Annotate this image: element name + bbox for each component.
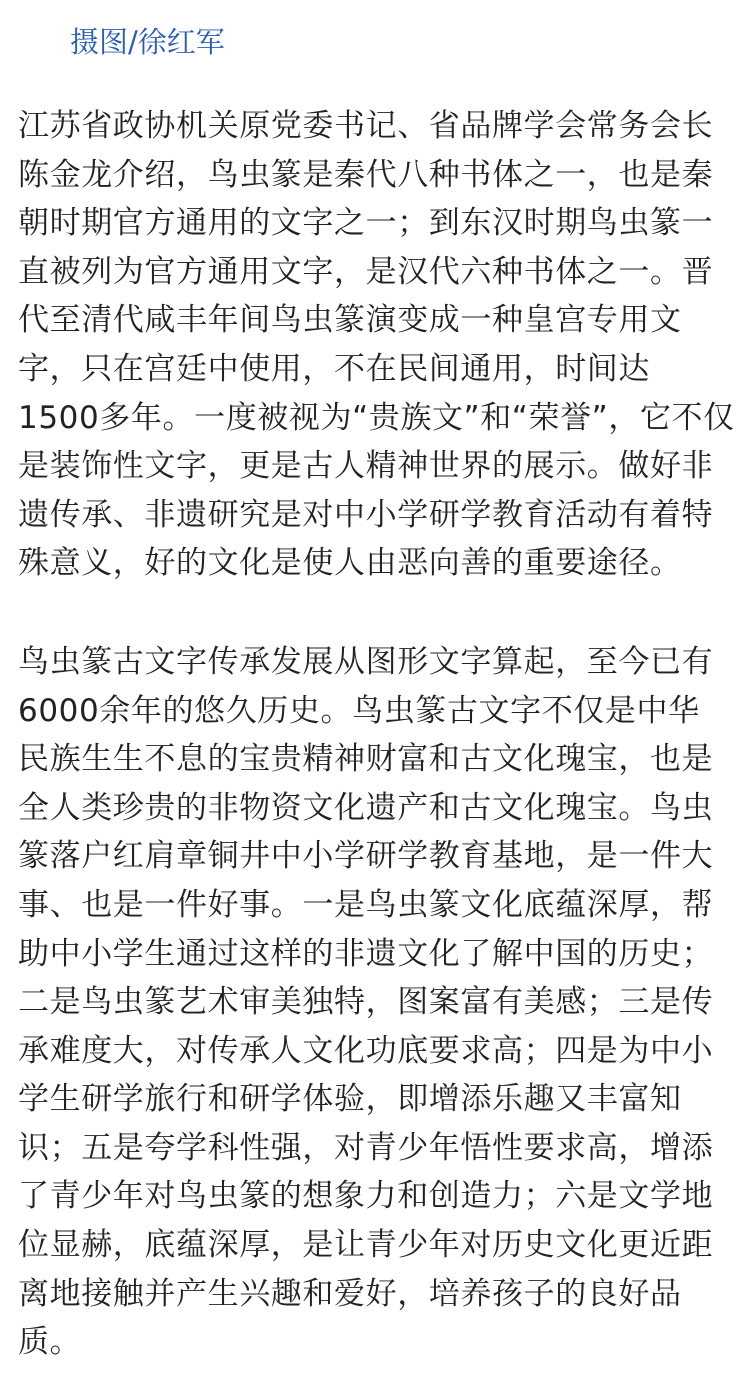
paragraph-line: 篆落户红肩章铜井中小学研学教育基地，是一件大 <box>18 838 714 875</box>
paragraph-line: 1500多年。一度被视为“贵族文”和“荣誉”，它不仅 <box>18 399 735 436</box>
paragraph-line: 殊意义，好的文化是使人由恶向善的重要途径。 <box>18 545 682 582</box>
article-body <box>18 102 738 1367</box>
paragraph-line: 字，只在宫廷中使用，不在民间通用，时间达 <box>18 350 650 387</box>
paragraph-line: 了青少年对鸟虫篆的想象力和创造力；六是文学地 <box>18 1178 714 1215</box>
paragraph-line: 民族生生不息的宝贵精神财富和古文化瑰宝，也是 <box>18 741 714 778</box>
paragraph-line: 质。 <box>18 1324 82 1361</box>
paragraph-line: 陈金龙介绍，鸟虫篆是秦代八种书体之一，也是秦 <box>18 156 714 193</box>
paragraph-line: 二是鸟虫篆艺术审美独特，图案富有美感；三是传 <box>18 984 714 1021</box>
paragraph-line: 是装饰性文字，更是古人精神世界的展示。做好非 <box>18 448 714 485</box>
paragraph-line: 位显赫，底蕴深厚，是让青少年对历史文化更近距 <box>18 1227 714 1264</box>
paragraph-line: 朝时期官方通用的文字之一；到东汉时期鸟虫篆一 <box>18 205 714 242</box>
paragraph-line: 6000余年的悠久历史。鸟虫篆古文字不仅是中华 <box>18 692 700 729</box>
paragraph-line: 遗传承、非遗研究是对中小学研学教育活动有着特 <box>18 496 714 533</box>
paragraph-2 <box>18 638 738 1367</box>
paragraph-line: 直被列为官方通用文字，是汉代六种书体之一。晋 <box>18 253 714 290</box>
paragraph-line: 全人类珍贵的非物资文化遗产和古文化瑰宝。鸟虫 <box>18 789 714 826</box>
paragraph-line: 助中小学生通过这样的非遗文化了解中国的历史； <box>18 935 714 972</box>
paragraph-line: 江苏省政协机关原党委书记、省品牌学会常务会长 <box>18 108 714 144</box>
paragraph-1 <box>18 102 738 588</box>
paragraph-line: 鸟虫篆古文字传承发展从图形文字算起，至今已有 <box>18 643 714 680</box>
paragraph-line: 承难度大，对传承人文化功底要求高；四是为中小 <box>18 1032 714 1069</box>
paragraph-line: 代至清代咸丰年间鸟虫篆演变成一种皇宫专用文 <box>18 302 682 339</box>
paragraph-line: 离地接触并产生兴趣和爱好，培养孩子的良好品 <box>18 1275 682 1312</box>
paragraph-line: 学生研学旅行和研学体验，即增添乐趣又丰富知 <box>18 1081 682 1118</box>
photo-credit: 摄图/徐红军 <box>70 25 225 59</box>
paragraph-line: 识；五是夸学科性强，对青少年悟性要求高，增添 <box>18 1129 714 1166</box>
paragraph-line: 事、也是一件好事。一是鸟虫篆文化底蕴深厚，帮 <box>18 886 714 923</box>
